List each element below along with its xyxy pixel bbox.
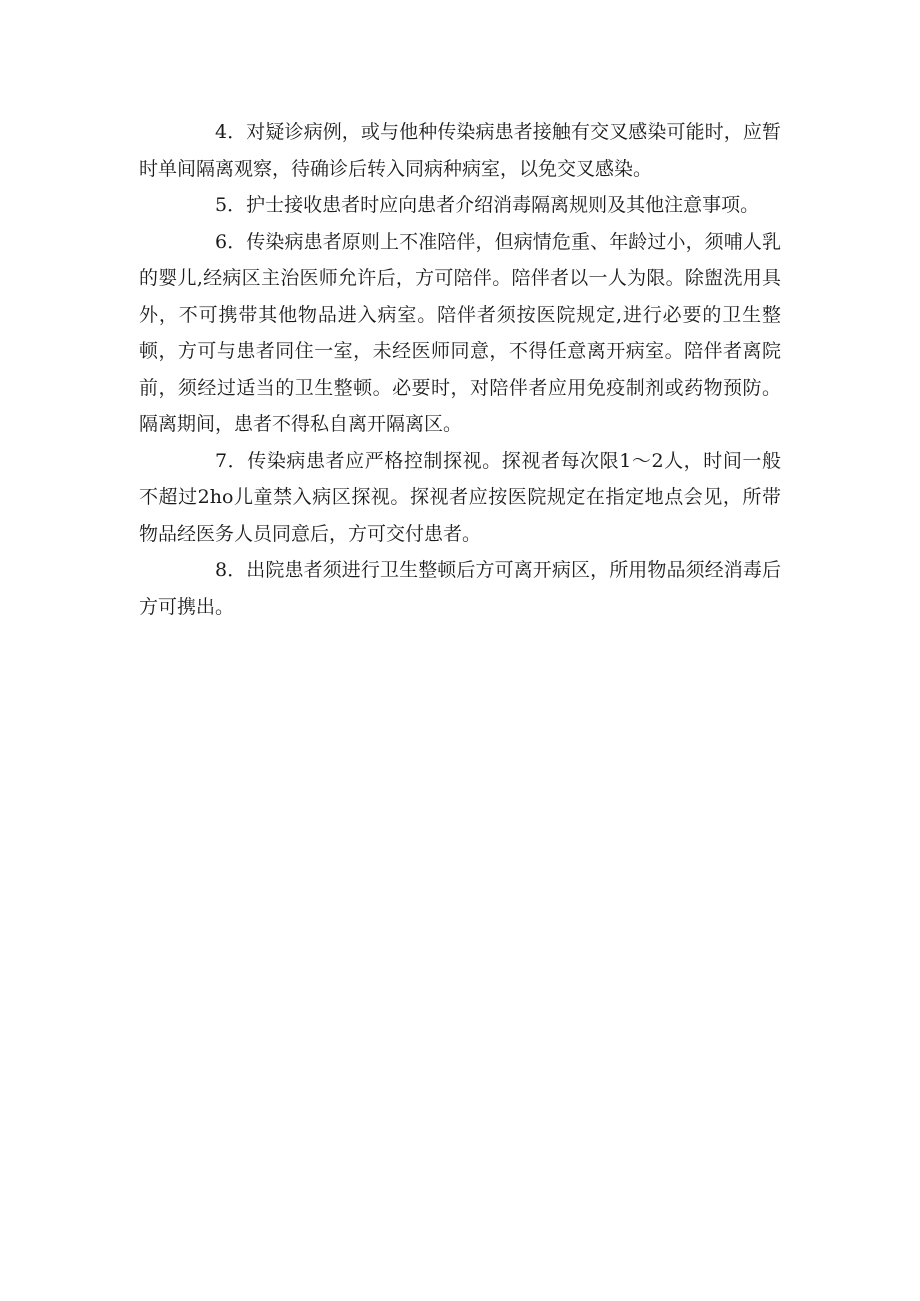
paragraph-5 bbox=[139, 187, 781, 224]
paragraph-number: 7 bbox=[215, 449, 228, 472]
document-body bbox=[139, 114, 781, 625]
paragraph-number: 4 bbox=[215, 121, 228, 143]
paragraph-number: 8 bbox=[215, 559, 228, 581]
paragraph-text: ．传染病患者应严格控制探视。探视者每次限1～2人，时间一般不超过2ho儿童禁入病区探视。探视者应按医院规定在指定地点会见，所带物品经医务人员同意后，方可交付患者。 bbox=[139, 449, 781, 545]
paragraph-number: 6 bbox=[215, 230, 228, 253]
paragraph-8 bbox=[139, 552, 781, 625]
paragraph-6 bbox=[139, 224, 781, 443]
paragraph-text: ．护士接收患者时应向患者介绍消毒隔离规则及其他注意事项。 bbox=[227, 194, 760, 216]
paragraph-4 bbox=[139, 114, 781, 187]
paragraph-number: 5 bbox=[215, 194, 228, 216]
paragraph-text: ．传染病患者原则上不准陪伴，但病情危重、年龄过小，须哺人乳的婴儿,经病区主治医师允许后，方可陪伴。陪伴者以一人为限。除盥洗用具外，不可携带其他物品进入病室。陪伴者须按医院规定,进行必要的卫生整顿，方可与患者同住一室，未经医师同意，不得任意离开病室。陪伴者离院前，须经过适当的卫生整顿。必要时，对陪伴者应用免疫制剂或药物预防。隔离期间，患者不得私自离开隔离区。 bbox=[139, 230, 781, 435]
paragraph-text: ．对疑诊病例，或与他种传染病患者接触有交叉感染可能时，应暂时单间隔离观察，待确诊后转入同病种病室，以免交叉感染。 bbox=[139, 121, 781, 180]
paragraph-text: ．出院患者须进行卫生整顿后方可离开病区，所用物品须经消毒后方可携出。 bbox=[139, 559, 781, 618]
paragraph-7 bbox=[139, 443, 781, 553]
